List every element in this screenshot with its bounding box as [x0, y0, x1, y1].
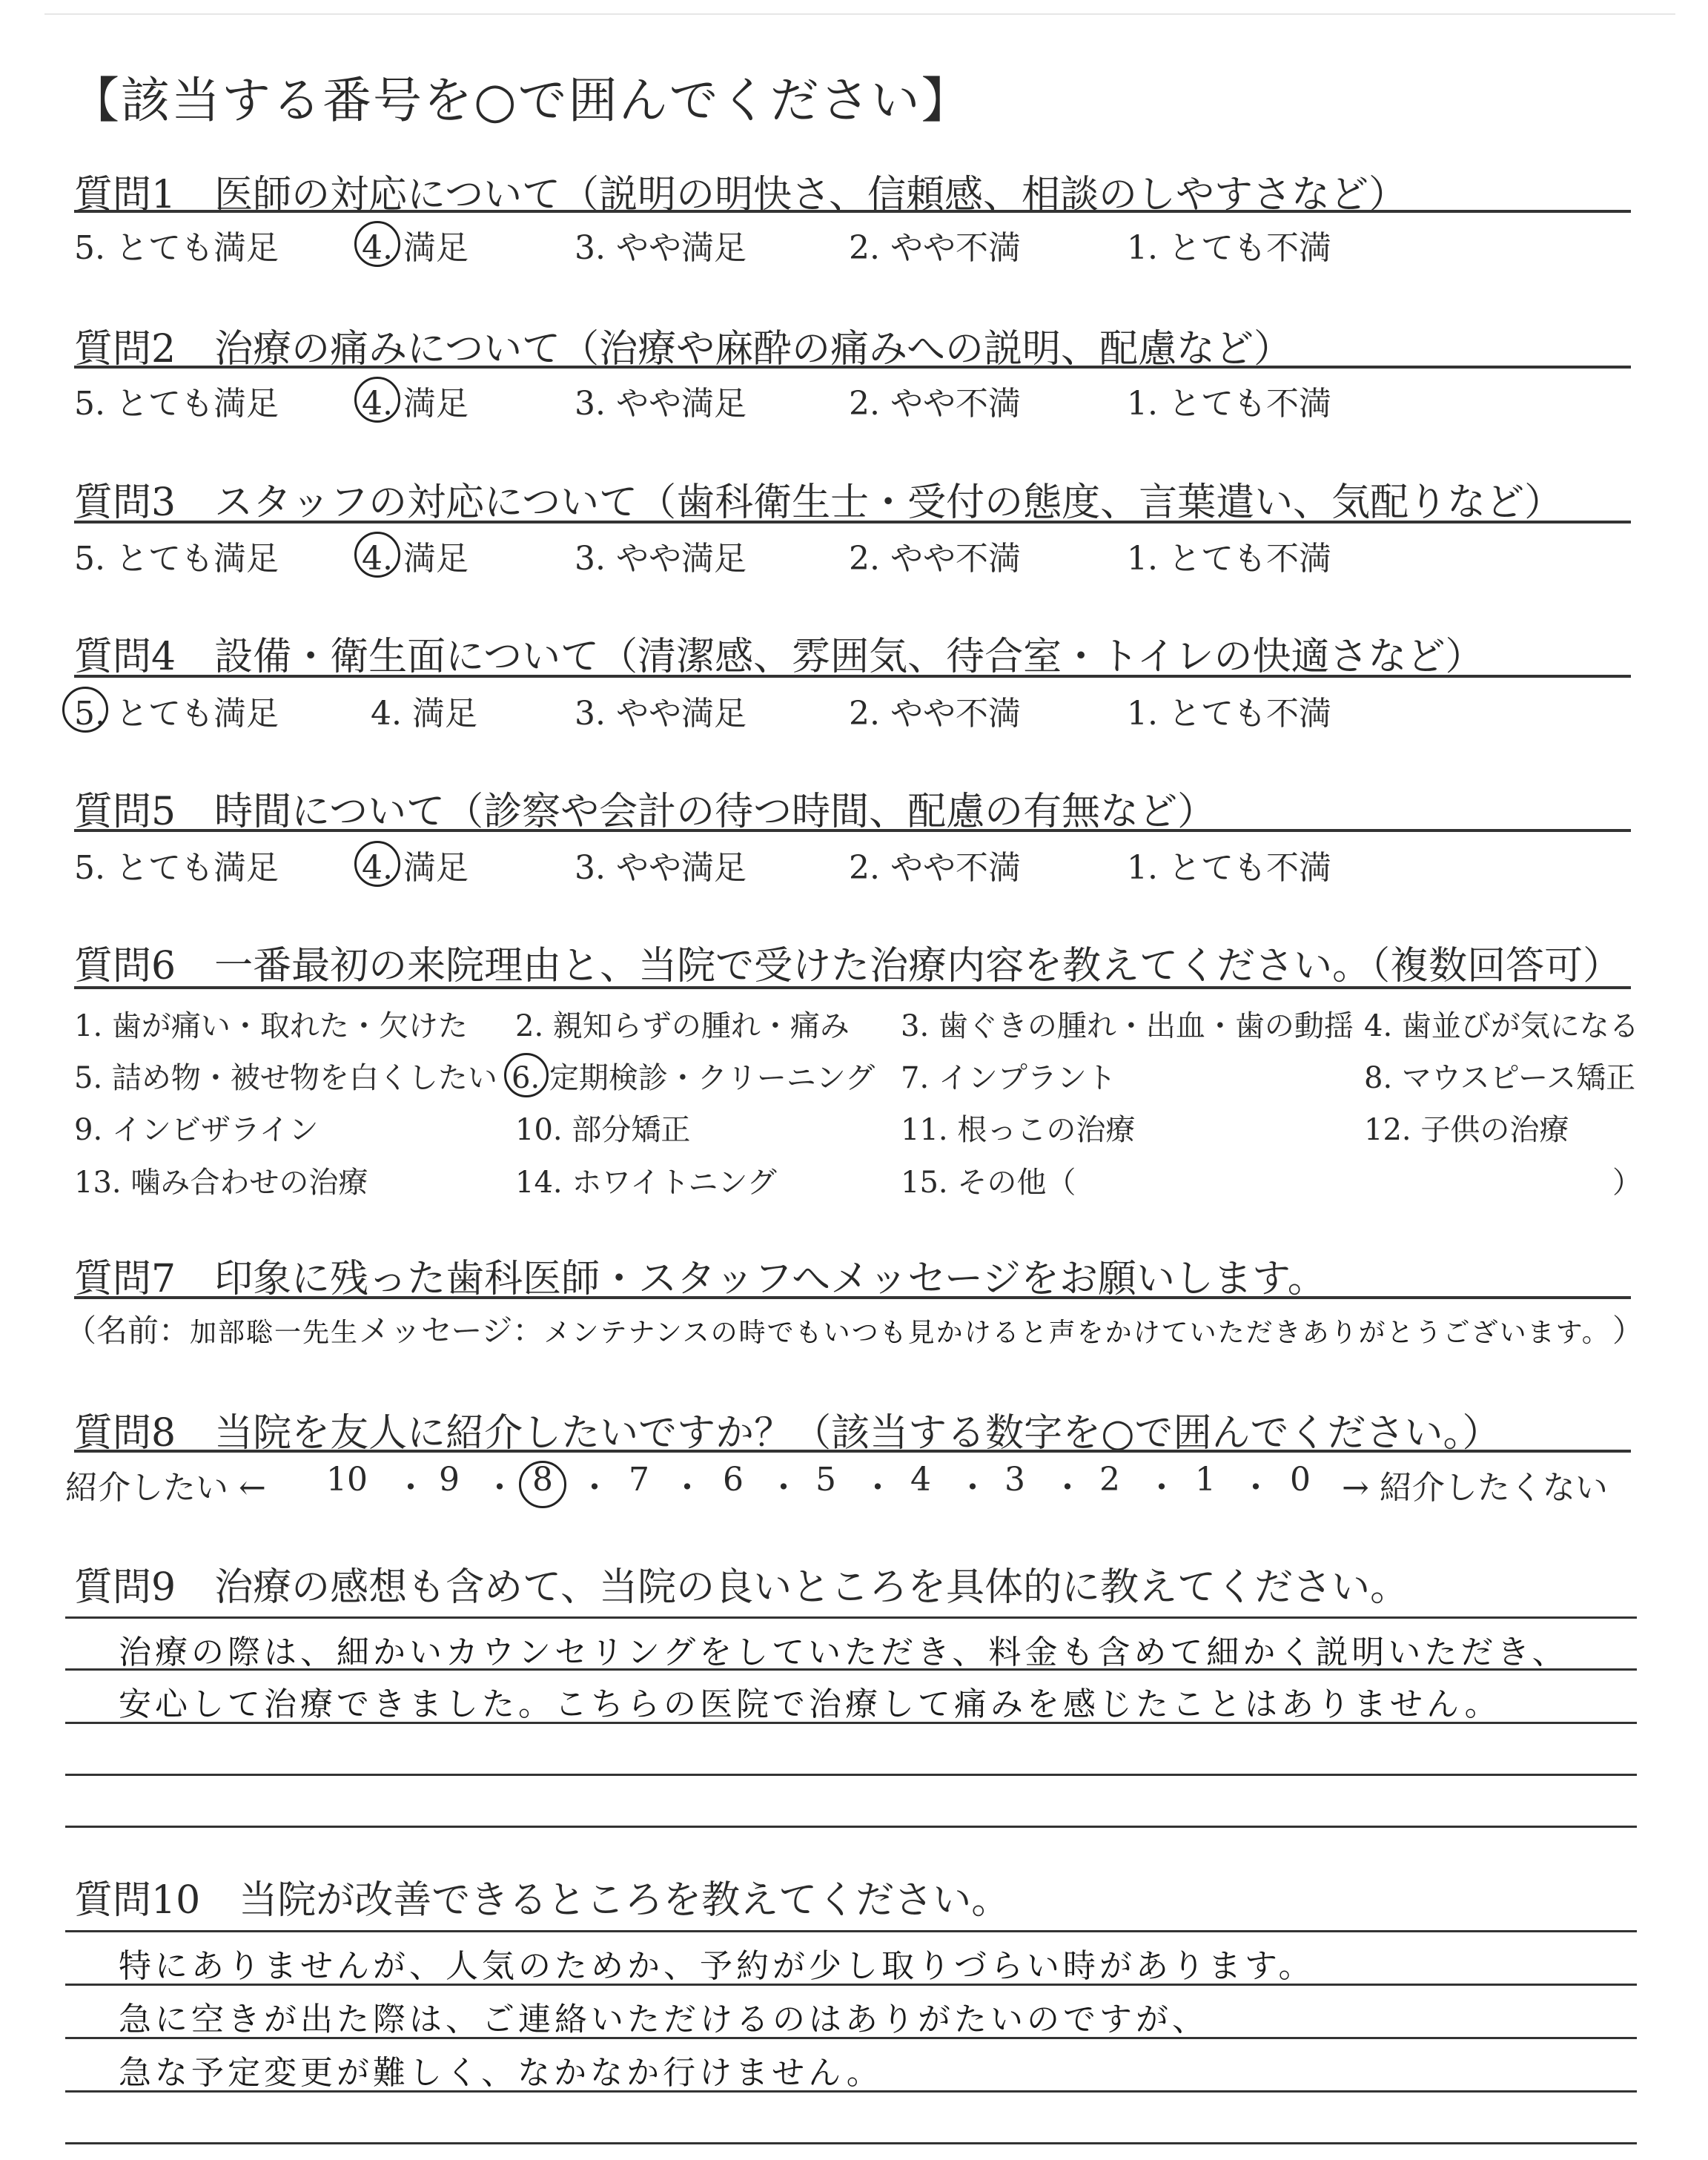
q4-option-1[interactable]: 1. とても不満 [1127, 695, 1331, 733]
q3-option-4[interactable]: 4. 満足 [362, 540, 469, 578]
q7-title [74, 1247, 1326, 1303]
q4-option-3[interactable]: 3. やや満足 [575, 695, 747, 733]
q10-line-3 [65, 2090, 1637, 2093]
q3-option-2[interactable]: 2. やや不満 [849, 540, 1021, 578]
q4-selected-circle [62, 687, 108, 733]
q5-option-1[interactable]: 1. とても不満 [1127, 849, 1331, 887]
q9-line-0 [65, 1616, 1637, 1619]
q10-label: 質問10 [74, 1878, 201, 1923]
q6-other-close-paren: ） [1612, 1166, 1642, 1200]
q1-option-5[interactable]: 5. とても満足 [74, 229, 279, 267]
q6-option-5[interactable]: 5. 詰め物・被せ物を白くしたい [74, 1061, 497, 1095]
q1-selected-circle [354, 221, 400, 267]
q3-text: スタッフの対応について（歯科衛生士・受付の態度、言葉遣い、気配りなど） [214, 480, 1563, 525]
q2-option-3[interactable]: 3. やや満足 [575, 385, 747, 423]
q4-option-5[interactable]: 5. とても満足 [74, 695, 279, 733]
q3-option-1[interactable]: 1. とても不満 [1127, 540, 1331, 578]
q8-sep-8: ・ [1051, 1469, 1084, 1507]
q7-answer-line [65, 1307, 1610, 1351]
q7-message-prefix: メッセージ： [359, 1312, 544, 1349]
form-title: 【該当する番号を○で囲んでください】 [70, 72, 972, 129]
q8-title [74, 1401, 1500, 1457]
q9-title [74, 1556, 1409, 1611]
q4-title [74, 625, 1483, 681]
q6-option-14[interactable]: 14. ホワイトニング [515, 1166, 777, 1200]
q8-scale-3[interactable]: 3 [1004, 1461, 1025, 1499]
q7-message-value: メンテナンスの時でもいつも見かけると声をかけていただきありがとうございます。 [543, 1318, 1610, 1348]
q8-scale-9[interactable]: 9 [439, 1461, 460, 1499]
q6-option-4[interactable]: 4. 歯並びが気になる [1364, 1009, 1639, 1043]
q7-label: 質問7 [74, 1257, 176, 1301]
q6-option-15[interactable]: 15. その他（ [901, 1166, 1076, 1200]
q5-title [74, 780, 1216, 836]
q5-rule [74, 829, 1631, 832]
q2-option-1[interactable]: 1. とても不満 [1127, 385, 1331, 423]
q8-left-label: 紹介したい ← [65, 1469, 266, 1507]
q4-rule [74, 675, 1631, 678]
q6-option-11[interactable]: 11. 根っこの治療 [901, 1113, 1136, 1147]
q8-sep-3: ・ [578, 1469, 611, 1507]
q9-text: 治療の感想も含めて、当院の良いところを具体的に教えてください。 [214, 1565, 1409, 1610]
q10-line-2 [65, 2037, 1637, 2039]
q5-option-4[interactable]: 4. 満足 [362, 849, 469, 887]
q3-label: 質問3 [74, 480, 176, 525]
q6-option-10[interactable]: 10. 部分矯正 [515, 1113, 691, 1147]
q6-option-8[interactable]: 8. マウスピース矯正 [1364, 1061, 1636, 1095]
q1-label: 質問1 [74, 173, 176, 217]
q2-title [74, 317, 1292, 373]
q8-scale-8[interactable]: 8 [532, 1461, 553, 1499]
q6-title [74, 934, 1621, 990]
q6-option-7[interactable]: 7. インプラント [901, 1061, 1116, 1095]
q6-option-6[interactable]: 6. 定期検診・クリーニング [512, 1061, 875, 1095]
q9-line-2 [65, 1722, 1637, 1724]
q3-option-5[interactable]: 5. とても満足 [74, 540, 279, 578]
q10-title [74, 1869, 1010, 1924]
q9-line-3 [65, 1774, 1637, 1776]
q1-text: 医師の対応について（説明の明快さ、信頼感、相談のしやすさなど） [214, 173, 1407, 217]
q8-sep-10: ・ [1239, 1469, 1272, 1507]
q6-rule [74, 986, 1631, 989]
q8-scale-10[interactable]: 10 [326, 1461, 368, 1499]
q7-name-value: 加部聡一先生 [190, 1318, 360, 1348]
q2-text: 治療の痛みについて（治療や麻酔の痛みへの説明、配慮など） [214, 327, 1293, 371]
q6-text: 一番最初の来院理由と、当院で受けた治療内容を教えてください。（複数回答可） [214, 944, 1622, 988]
q6-option-12[interactable]: 12. 子供の治療 [1364, 1113, 1569, 1147]
q10-line-0 [65, 1930, 1637, 1932]
q8-sep-6: ・ [861, 1469, 894, 1507]
q8-text: 当院を友人に紹介したいですか？（該当する数字を○で囲んでください。） [214, 1411, 1501, 1456]
q4-option-2[interactable]: 2. やや不満 [849, 695, 1021, 733]
q5-option-2[interactable]: 2. やや不満 [849, 849, 1021, 887]
q3-option-3[interactable]: 3. やや満足 [575, 540, 747, 578]
q9-answer-line-1: 治療の際は、細かいカウンセリングをしていただき、料金も含めて細かく説明いただき、 [119, 1634, 1569, 1671]
q10-answer-line-1: 特にありませんが、人気のためか、予約が少し取りづらい時があります。 [119, 1947, 1315, 1985]
q6-option-2[interactable]: 2. 親知らずの腫れ・痛み [515, 1009, 850, 1043]
q10-answer-line-2: 急に空きが出た際は、ご連絡いただけるのはありがたいのですが、 [119, 2001, 1208, 2038]
q1-option-2[interactable]: 2. やや不満 [849, 229, 1021, 267]
q8-scale-5[interactable]: 5 [815, 1461, 836, 1499]
q8-label: 質問8 [74, 1411, 176, 1456]
q8-scale-4[interactable]: 4 [910, 1461, 931, 1499]
q7-text: 印象に残った歯科医師・スタッフへメッセージをお願いします。 [214, 1257, 1326, 1301]
q6-label: 質問6 [74, 944, 176, 988]
q9-label: 質問9 [74, 1565, 176, 1610]
q5-text: 時間について（診察や会計の待つ時間、配慮の有無など） [214, 790, 1217, 834]
q10-line-1 [65, 1984, 1637, 1986]
q8-scale-0[interactable]: 0 [1290, 1461, 1311, 1499]
q3-selected-circle [354, 532, 400, 578]
q9-answer-line-2: 安心して治療できました。こちらの医院で治療して痛みを感じたことはありません。 [119, 1685, 1501, 1723]
q1-rule [74, 210, 1631, 213]
q10-line-4 [65, 2142, 1637, 2144]
q8-sep-4: ・ [671, 1469, 704, 1507]
q8-sep-7: ・ [956, 1469, 989, 1507]
q8-sep-5: ・ [767, 1469, 800, 1507]
q2-rule [74, 366, 1631, 369]
q2-label: 質問2 [74, 327, 176, 371]
q8-rule [74, 1450, 1631, 1453]
q5-label: 質問5 [74, 790, 176, 834]
q8-scale-7[interactable]: 7 [629, 1461, 649, 1499]
q1-option-4[interactable]: 4. 満足 [362, 229, 469, 267]
q8-selected-circle [519, 1461, 566, 1508]
q7-name-prefix: （名前： [65, 1312, 191, 1349]
q6-option-3[interactable]: 3. 歯ぐきの腫れ・出血・歯の動揺 [901, 1009, 1354, 1043]
q5-option-5[interactable]: 5. とても満足 [74, 849, 279, 887]
q2-option-4[interactable]: 4. 満足 [362, 385, 469, 423]
q8-sep-2: ・ [483, 1469, 516, 1507]
q10-answer-line-3: 急な予定変更が難しく、なかなか行けません。 [119, 2054, 883, 2092]
q2-option-2[interactable]: 2. やや不満 [849, 385, 1021, 423]
q6-option-13[interactable]: 13. 噛み合わせの治療 [74, 1166, 368, 1200]
q9-line-4 [65, 1826, 1637, 1828]
q1-option-1[interactable]: 1. とても不満 [1127, 229, 1331, 267]
q8-scale-6[interactable]: 6 [723, 1461, 744, 1499]
q2-option-5[interactable]: 5. とても満足 [74, 385, 279, 423]
q8-scale-1[interactable]: 1 [1195, 1461, 1216, 1499]
q6-selected-circle [504, 1053, 549, 1097]
q8-scale-2[interactable]: 2 [1099, 1461, 1120, 1499]
q5-option-3[interactable]: 3. やや満足 [575, 849, 747, 887]
q3-rule [74, 521, 1631, 524]
q4-text: 設備・衛生面について（清潔感、雰囲気、待合室・トイレの快適さなど） [214, 635, 1484, 679]
q9-line-1 [65, 1668, 1637, 1671]
q6-option-1[interactable]: 1. 歯が痛い・取れた・欠けた [74, 1009, 468, 1043]
q10-text: 当院が改善できるところを教えてください。 [239, 1878, 1010, 1923]
q3-title [74, 471, 1563, 526]
q4-option-4[interactable]: 4. 満足 [371, 695, 477, 733]
q7-close-paren: ） [1612, 1312, 1644, 1349]
page-top-edge [44, 13, 1675, 15]
q6-option-9[interactable]: 9. インビザライン [74, 1113, 319, 1147]
q2-selected-circle [354, 377, 400, 423]
q8-sep-9: ・ [1145, 1469, 1178, 1507]
q8-right-label: → 紹介したくない [1342, 1469, 1608, 1507]
q8-sep-1: ・ [394, 1469, 427, 1507]
q7-rule [74, 1296, 1631, 1299]
q4-label: 質問4 [74, 635, 176, 679]
q5-selected-circle [354, 841, 400, 887]
q1-option-3[interactable]: 3. やや満足 [575, 229, 747, 267]
